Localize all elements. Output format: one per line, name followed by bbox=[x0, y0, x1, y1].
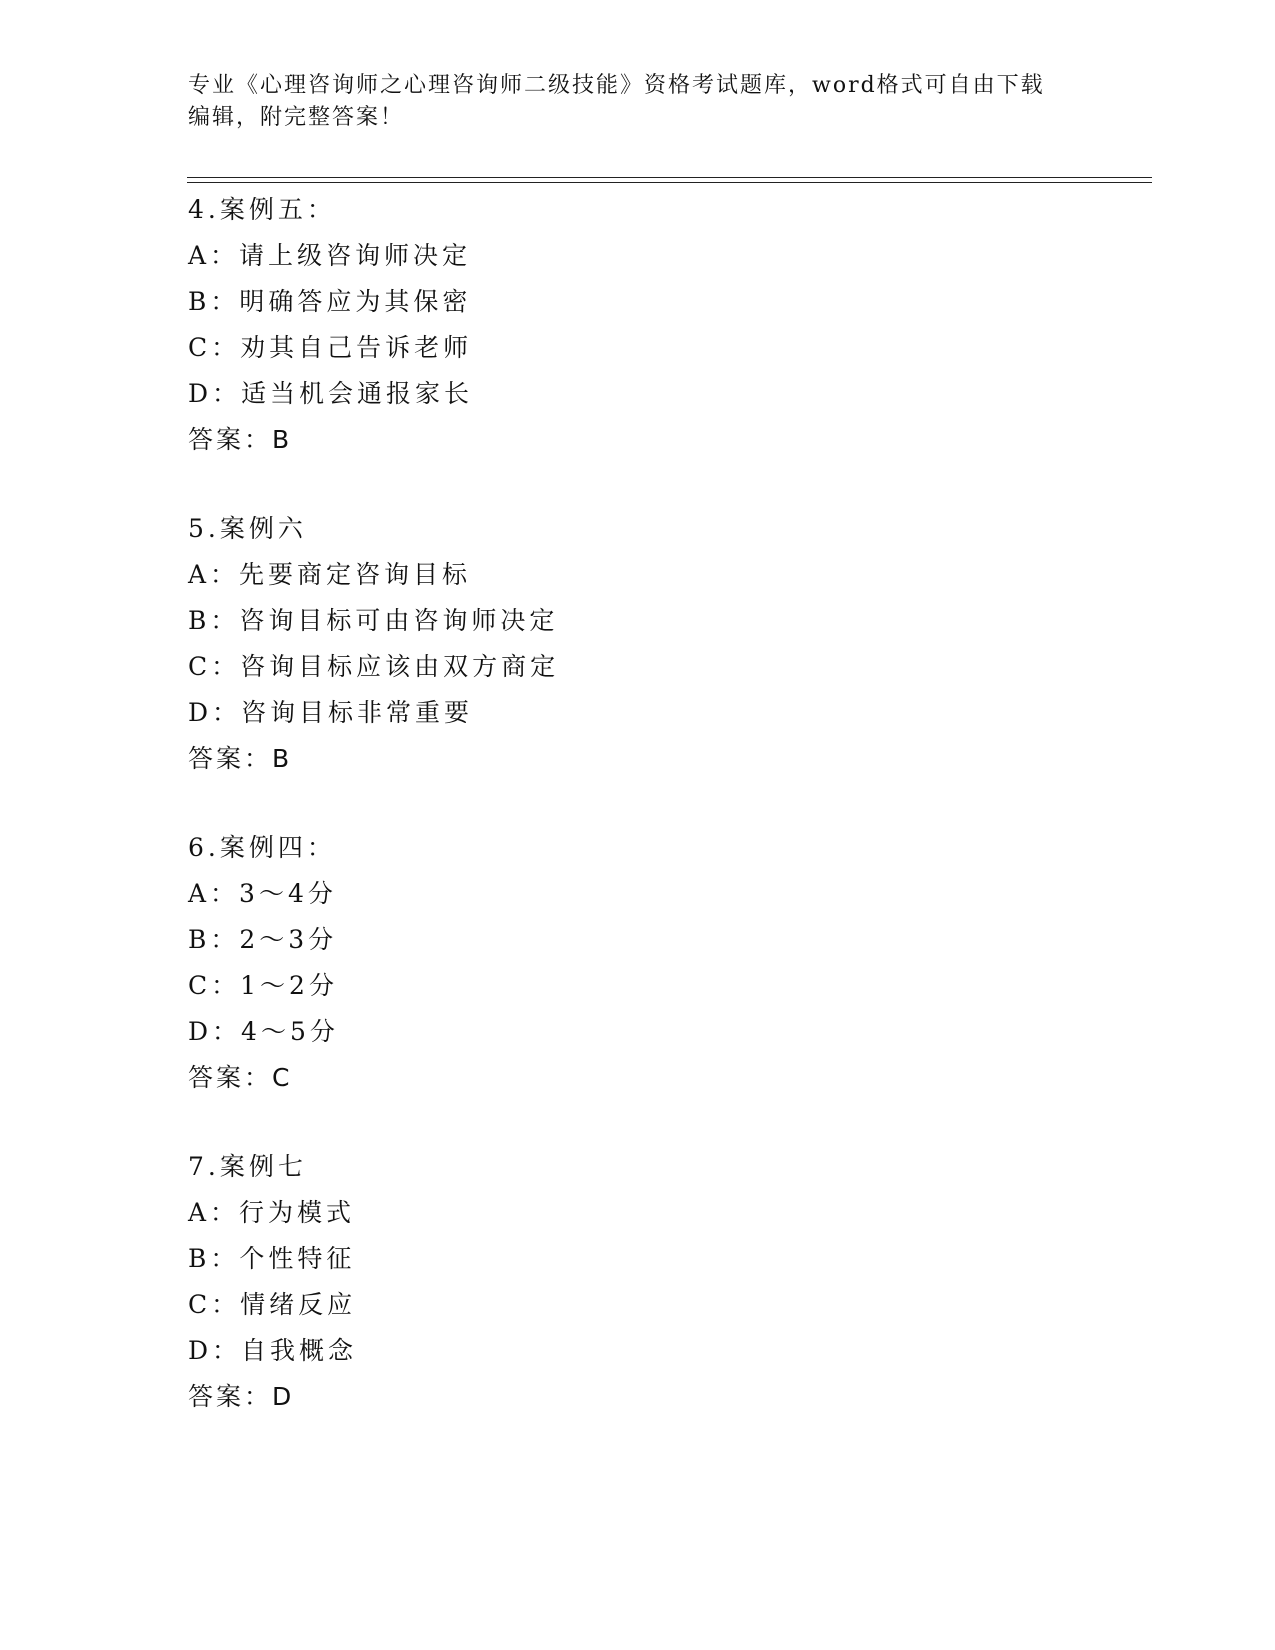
question-block bbox=[188, 1144, 357, 1420]
header-divider-bottom bbox=[187, 182, 1152, 183]
header-divider-top bbox=[187, 177, 1152, 178]
option-a: A：先要商定咨询目标 bbox=[188, 560, 472, 589]
question-title: 7.案例七 bbox=[188, 1152, 307, 1181]
option-d: D：咨询目标非常重要 bbox=[188, 698, 474, 727]
answer-line: 答案：C bbox=[188, 1063, 293, 1092]
option-a: A：3～4分 bbox=[188, 879, 337, 908]
option-b: B：2～3分 bbox=[188, 925, 338, 954]
option-c: C：咨询目标应该由双方商定 bbox=[188, 652, 560, 681]
question-block bbox=[188, 187, 473, 463]
option-d: D：自我概念 bbox=[188, 1336, 358, 1365]
answer-line: 答案：B bbox=[188, 425, 293, 454]
option-c: C：情绪反应 bbox=[188, 1290, 357, 1319]
option-d: D：4～5分 bbox=[188, 1017, 339, 1046]
question-title: 4.案例五： bbox=[188, 195, 336, 224]
option-b: B：个性特征 bbox=[188, 1244, 356, 1273]
answer-line: 答案：B bbox=[188, 744, 293, 773]
option-b: B：咨询目标可由咨询师决定 bbox=[188, 606, 559, 635]
option-a: A：行为模式 bbox=[188, 1198, 356, 1227]
question-title: 6.案例四： bbox=[188, 833, 336, 862]
option-b: B：明确答应为其保密 bbox=[188, 287, 472, 316]
question-block bbox=[188, 506, 559, 782]
header-line-1: 专业《心理咨询师之心理咨询师二级技能》资格考试题库，word格式可自由下载 bbox=[188, 73, 1045, 98]
question-title: 5.案例六 bbox=[188, 514, 307, 543]
option-c: C：1～2分 bbox=[188, 971, 338, 1000]
document-header bbox=[188, 70, 1088, 134]
question-block bbox=[188, 825, 339, 1101]
header-line-2: 编辑，附完整答案！ bbox=[188, 105, 405, 130]
option-c: C：劝其自己告诉老师 bbox=[188, 333, 473, 362]
option-d: D：适当机会通报家长 bbox=[188, 379, 474, 408]
answer-line: 答案：D bbox=[188, 1382, 295, 1411]
option-a: A：请上级咨询师决定 bbox=[188, 241, 472, 270]
